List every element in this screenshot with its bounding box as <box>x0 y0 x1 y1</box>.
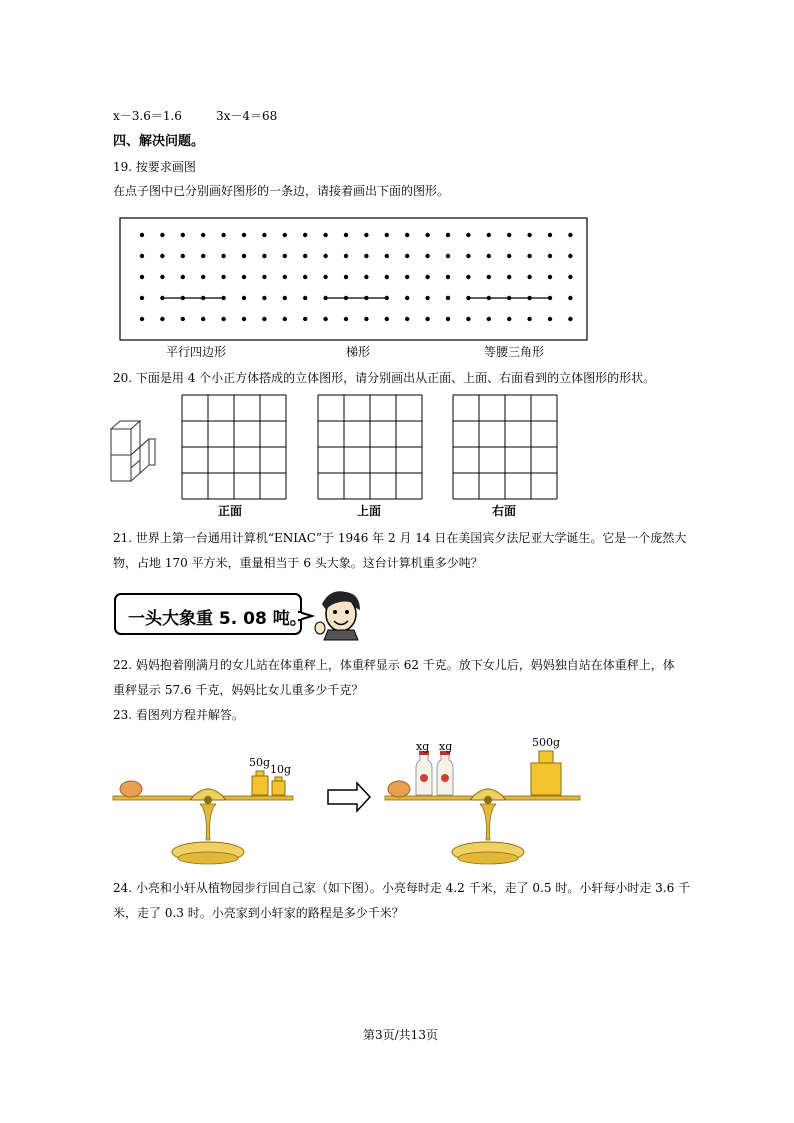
q21-line1: 21. 世界上第一台通用计算机“ENIAC”于 1946 年 2 月 14 日在美国宾夕法尼亚大学诞生。它是一个庞然大 <box>113 531 687 545</box>
egg-icon-left <box>120 781 142 797</box>
label-xg-2: xg <box>439 740 453 753</box>
balance-scale-left <box>113 771 293 864</box>
label-parallelogram: 平行四边形 <box>166 345 227 359</box>
q22-line1: 22. 妈妈抱着刚满月的女儿站在体重秤上，体重秤显示 62 千克。放下女儿后，妈妈独自站在体重秤上，体 <box>113 658 675 672</box>
arrow-icon <box>328 783 370 811</box>
view-label-right: 右面 <box>492 504 517 518</box>
q23-text: 23. 看图列方程并解答。 <box>113 708 244 722</box>
label-isosceles-triangle: 等腰三角形 <box>484 345 545 359</box>
egg-icon-right <box>388 781 410 797</box>
q24-line2: 米，走了 0.3 时。小亮家到小轩家的路程是多少千米？ <box>113 906 404 920</box>
equation-2: 3x－4＝68 <box>216 109 278 123</box>
q24-line1: 24. 小亮和小轩从植物园步行回自己家（如下图）。小亮每时走 4.2 千米，走了 0.5 时。小轩每小时走 3.6 千 <box>113 881 691 895</box>
q20-text: 20. 下面是用 4 个小正方体搭成的立体图形，请分别画出从正面、上面、右面看到的立体图形的形状。 <box>113 371 656 385</box>
q19-title: 19. 按要求画图 <box>113 160 196 174</box>
page-footer: 第3页/共13页 <box>363 1028 438 1042</box>
label-10g: 10g <box>270 763 292 776</box>
weight-10g <box>272 781 285 795</box>
milk-bottle-icon-1 <box>416 751 432 795</box>
speech-bubble-text: 一头大象重 5. 08 吨。 <box>128 609 307 629</box>
q21-line2: 物，占地 170 平方米，重量相当于 6 头大象。这台计算机重多少吨？ <box>113 556 483 570</box>
label-trapezoid: 梯形 <box>346 345 371 359</box>
balance-scale-right <box>385 751 580 864</box>
q19-instruction: 在点子图中已分别画好图形的一条边，请接着画出下面的图形。 <box>113 184 450 198</box>
label-500g: 500g <box>532 736 561 749</box>
q22-line2: 重秤显示 57.6 千克，妈妈比女儿重多少千克？ <box>113 683 364 697</box>
equation-1: x－3.6＝1.6 <box>113 109 182 123</box>
milk-bottle-icon-2 <box>437 751 453 795</box>
view-label-front: 正面 <box>218 504 243 518</box>
section-title: 四、解决问题。 <box>113 134 205 149</box>
label-50g: 50g <box>249 756 271 769</box>
view-label-top: 上面 <box>357 504 382 518</box>
weight-500g <box>531 751 561 795</box>
weight-50g <box>252 776 268 795</box>
label-xg-1: xg <box>416 740 430 753</box>
